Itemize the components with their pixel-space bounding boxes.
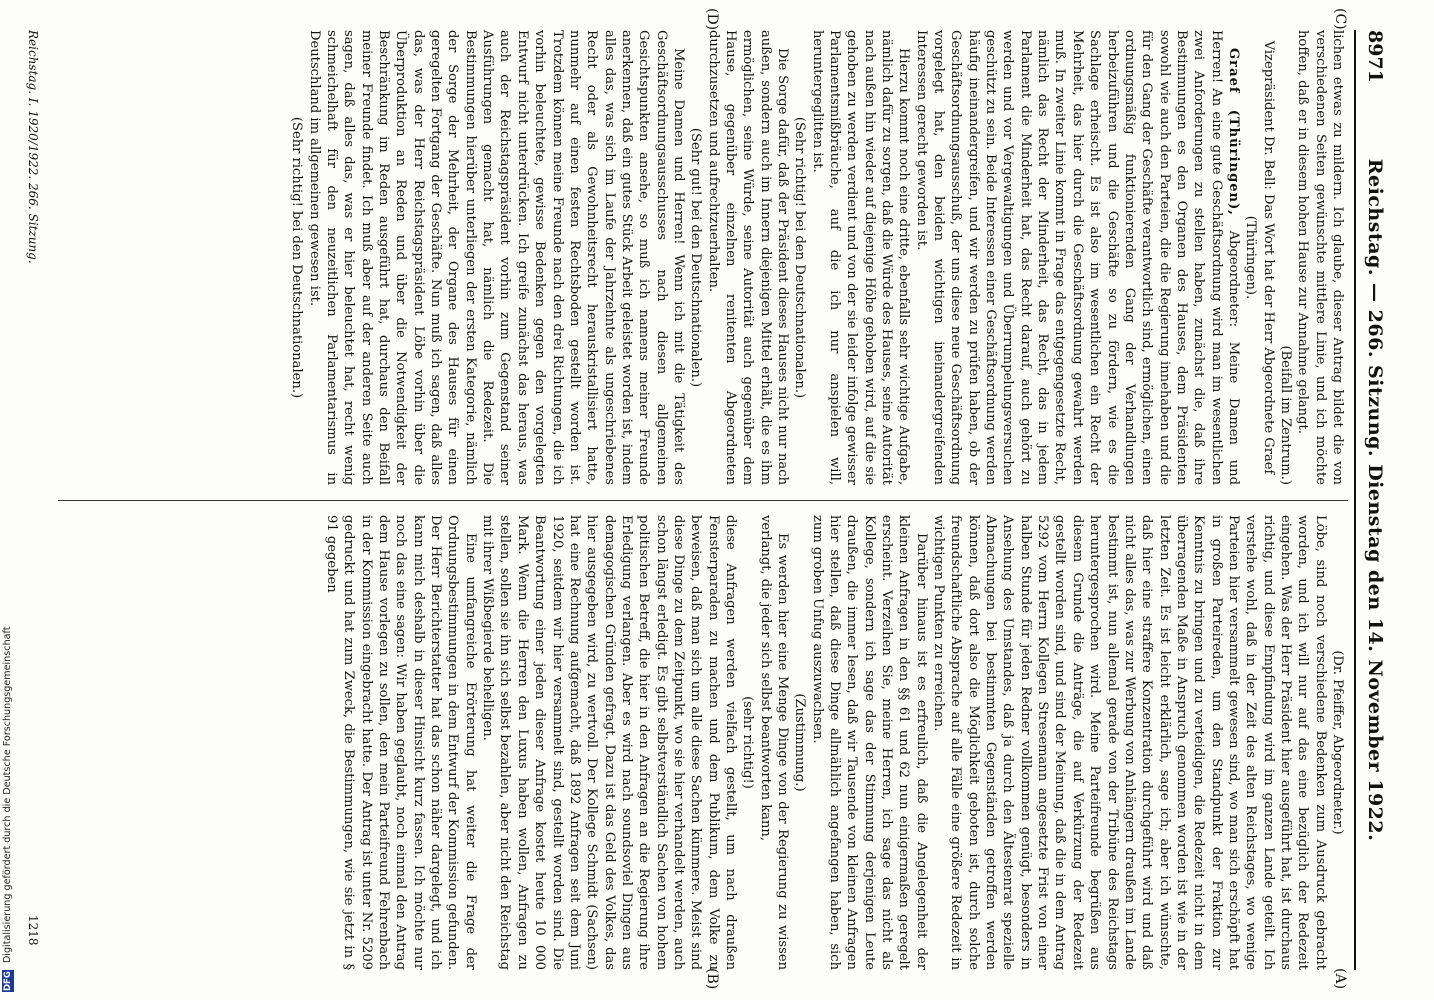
funding-sidebar bbox=[0, 0, 20, 1000]
reaction: (Beifall im Zentrum.) bbox=[1277, 345, 1293, 485]
paragraph: Die Sorge dafür, daß der Präsident dieses Hauses nicht nur nach außen, sondern auch im Innern diejenigen Mittel erhält, die es ihm ermöglichen, seine Würde, seine Autorität auch gegenüber dem Hause, gegenüber einzelnen renitenten Abgeordneten durchzusetzen und aufrechtzuerhalten. bbox=[705, 30, 790, 485]
margin-letter-d: (D) bbox=[704, 8, 720, 31]
paragraph: Löbe, sind noch verschiedene Bedenken zum Ausdruck gebracht worden, und ich will nur auf das eine bezüglich der Redezeit eingehen. Was der Herr Präsident hier ausgeführt hat, ist durchaus richtig, und diese Empfindung wird im ganzen Lande geteilt. Ich verstehe wohl, daß in der Zeit des alten Reichstages, wo wenige Parteien hier versammelt gewesen sind, wo man sich erschöpft hat in großen Parteireden, um den Standpunkt der Fraktion zur Kenntnis zu bringen und zu verteidigen, die Redezeit nicht in dem überragenden Maße in Anspruch genommen worden ist wie in der letzten Zeit. Es ist leicht erklärlich, sage ich; aber ich wünschte, daß hier eine straffere Konzentration durchgeführt wird und daß nicht alles das, was zur Werbung von Anhängern draußen im Lande bestimmt ist, nun allemal gerade von der Tribüne des Reichstags heruntergesprochen wird. Meine Parteifreunde begrüßen aus diesem Grunde die Anträge, die auf Verkürzung der Redezeit gestellt worden sind, und sind der Meinung, daß die in dem Antrag 5292 vom Herrn Kollegen Stresemann angesetzte Frist von einer halben Stunde für jeden Redner vollkommen genügt, besonders in Ansehung des Umstandes, daß ja durch den Ältestenrat spezielle Abmachungen bei bestimmten Gegenständen getroffen werden können, daß dort also die Möglichkeit geboten ist, durch solche freundschaftliche Absprache auf alle Fälle eine größere Redezeit in wichtigen Punkten zu erreichen. bbox=[931, 515, 1328, 970]
column-right bbox=[323, 515, 1346, 970]
paragraph: lichen etwas zu mildern. Ich glaube, dieser Antrag bildet die von verschiedenen Seiten gewünschte mittlere Linie, und ich möchte hoffen, daß er in diesem hohen Hause zur Annahme gelangt. bbox=[1295, 30, 1345, 485]
funding-text: Digitalisierung gefördert durch die Deutsche Forschungsgemeinschaft bbox=[2, 626, 13, 964]
footer-source: Reichstag. I. 1920/1922. 266. Sitzung. bbox=[26, 30, 40, 264]
page-header bbox=[1360, 30, 1386, 970]
header-rule bbox=[1354, 30, 1356, 970]
reaction: (Sehr richtig! bei den Deutschnationalen.) bbox=[792, 116, 808, 399]
paragraph: Eine umfangreiche Erörterung hat weiter die Frage der Ordnungsbestimmungen in dem Entwurf der Kommission gefunden. Der Herr Berichterstatter hat das schon näher dargelegt, und ich kann mich deshalb in dieser Hinsicht kurz fassen. Ich möchte nur noch das eine sagen: Wir haben geglaubt, noch einmal den Antrag dem Hause vorlegen zu sollen, den mein Parteifreund Fehrenbach in der Kommission eingebracht hatte. Der Antrag ist unter Nr. 5209 gedruckt und hat zum Zweck, die Bestimmungen, wie sie jetzt in § 91 gegeben bbox=[324, 515, 478, 970]
page-number: 8971 bbox=[1364, 30, 1386, 83]
speech-text: Abgeordneter: Meine Damen und Herren! An eine gute Geschäftsordnung wird man im wesentlichen zwei Anforderungen zu stellen haben, zunächst die, daß ihre Bestimmungen es den Organen des Hauses, dem Präsidenten sowohl wie auch den Parteien, die die Regierung innehaben und die für den Gang der Geschäfte verantwortlich sind, ermöglichen, einen ordnungsmäßig funktionierenden Gang der Verhandlungen herbeizuführen und die Geschäfte so zu fördern, wie es die Sachlage erheischt. Es ist also im wesentlichen ein Recht der Mehrheit, das hier durch die Geschäftsordnung gewahrt werden muß. In zweiter Linie kommt in Frage das entgegengesetzte Recht, nämlich das Recht der Minderheit, das Recht, das in jedem Parlament die Minderheit hat, das Recht darauf, auch gehört zu werden und vor Vergewaltigungen und Überrumpelungsversuchen geschützt zu sein. Beide Interessen einer Geschäftsordnung werden häufig ineinandergreifen, und wir werden zu prüfen haben, ob der Geschäftsordnungsausschuß, der uns diese neue Geschäftsordnung vorgelegt hat, den beiden wichtigen ineinandergreifenden Interessen gerecht geworden ist. bbox=[913, 30, 1241, 485]
margin-letter-a: (A) bbox=[1332, 968, 1348, 990]
margin-letter-b: (B) bbox=[704, 968, 720, 990]
paragraph: Meine Damen und Herren! Wenn ich mit die Tätigkeit des Geschäftsordnungsausschusses nach diesen allgemeinen Gesichtspunkten ansehe, so muß ich namens meiner Freunde anerkennen, daß ein gutes Stück Arbeit geleistet worden ist, indem alles das, was sich im Laufe der Jahrzehnte als ungeschriebenes Recht oder als Gewohnheitsrecht herauskristallisiert hatte, nunmehr auf einen festen Rechtsboden gestellt worden ist. Trotzdem können meine Freunde nach den drei Richtungen, die ich vorhin beleuchtete, gewisse Bedenken gegen den vorgelegten Entwurf nicht unterdrücken. Ich greife zunächst das heraus, was auch der Reichstagspräsident vorhin zum Gegenstand seiner Ausführungen gemacht hat, nämlich die Redezeit. Die Bestimmungen hierüber unterliegen der ersten Kategorie, nämlich der Sorge der Mehrheit, der Organe des Hauses für einen geregelten Fortgang der Geschäfte. Nun muß ich sagen, daß alles das, was der Herr Reichstagspräsident Löbe vorhin über die Überproduktion an Reden und über die Notwendigkeit der Beschränkung im Reden ausgeführt hat, durchaus den Beifall meiner Freunde findet. Ich muß aber auf der anderen Seite auch sagen, daß alles das, was er hier beleuchtet hat, recht wenig schmeichelhaft für den neuzeitlichen Parlamentarismus in Deutschland im allgemeinen gewesen ist. bbox=[306, 30, 686, 485]
reaction: (Zustimmung.) bbox=[792, 693, 808, 792]
paragraph: Es werden hier eine Menge Dinge von der Regierung zu wissen verlangt, die jeder sich selbst beantworten kann, bbox=[757, 515, 790, 970]
paragraph bbox=[912, 30, 1242, 485]
paragraph: Hierzu kommt noch eine dritte, ebenfalls sehr wichtige Aufgabe, nämlich dafür zu sorgen, daß die Würde des Hauses, seine Autorität nach außen hin wieder auf diejenige Höhe gehoben wird, auf die sie gehoben zu werden verdient und von der sie leider infolge gewisser Parlamentsmißbräuche, auf die ich nur anspielen will, heruntergeglitten ist. bbox=[809, 30, 912, 485]
funding-note bbox=[2, 2, 18, 992]
reaction: (Sehr richtig! bei den Deutschnationalen.) bbox=[289, 116, 305, 399]
reaction: (Sehr gut! bei den Deutschnationalen.) bbox=[688, 127, 704, 388]
paragraph: diese Anfragen werden vielfach gestellt, um nach draußen Fensterparaden zu machen und dem Publikum, dem Volke zu beweisen, daß man sich um alle diese Sachen kümmere. Meist sind diese Dinge zu dem Zeitpunkt, wo sie hier verhandelt werden, auch schon längst erledigt. Es gibt selbstverständlich Sachen von hohem politischen Betreff, die hier in den Anfragen an die Regierung ihre Erledigung verlangen. Aber es wird nach soundsoviel Dingen aus demagogischen Gründen gefragt. Dazu ist das Geld des Volkes, das hier ausgegeben wird, zu wertvoll. Der Kollege Schmidt (Sachsen) hat eine Rechnung aufgemacht, daß 1892 Anfragen seit dem Juni 1920, seitdem wir hier versammelt sind, gestellt worden sind. Die Beantwortung einer jeden dieser Anfrage kostet heute 10 000 Mark. Wenn die Herren den Luxus haben wollen, Anfragen zu stellen, sollen sie ihn sich selbst bezahlen, aber nicht den Reichstag mit ihrer Wißbegierde behelligen. bbox=[480, 515, 738, 970]
footer-page-number: 1218 bbox=[26, 915, 40, 946]
column-left bbox=[288, 30, 1346, 485]
speaker-intro: Vizepräsident Dr. Bell: Das Wort hat der Herr Abgeordnete Graef (Thüringen). bbox=[1243, 40, 1276, 475]
margin-letter-c: (C) bbox=[1332, 8, 1348, 30]
column-divider bbox=[58, 500, 1348, 501]
speaker-prefix: (Dr. Pfeiffer, Abgeordneter.) bbox=[1330, 650, 1345, 835]
speaker-name: Graef (Thüringen), bbox=[1225, 48, 1241, 216]
paragraph: Darüber hinaus ist es erfreulich, daß die Angelegenheit der kleinen Anfragen in den §§ 61 und 62 nun einigermaßen geregelt erscheint. Verzeihen Sie, meine Herren, ich sage das nicht als Kollege, sondern ich sage das der Stimmung derjenigen Leute draußen, die immer lesen, daß wir Tausende von kleinen Anfragen hier stellen, daß diese Dinge allmählich angefangen haben, sich zum groben Unfug auszuwachsen. bbox=[809, 515, 929, 970]
page-title: Reichstag. — 266. Sitzung. Dienstag den 14. November 1922. bbox=[1364, 158, 1386, 842]
dfg-logo-icon: DFG bbox=[3, 971, 13, 991]
reaction: (sehr richtig!) bbox=[740, 696, 756, 789]
